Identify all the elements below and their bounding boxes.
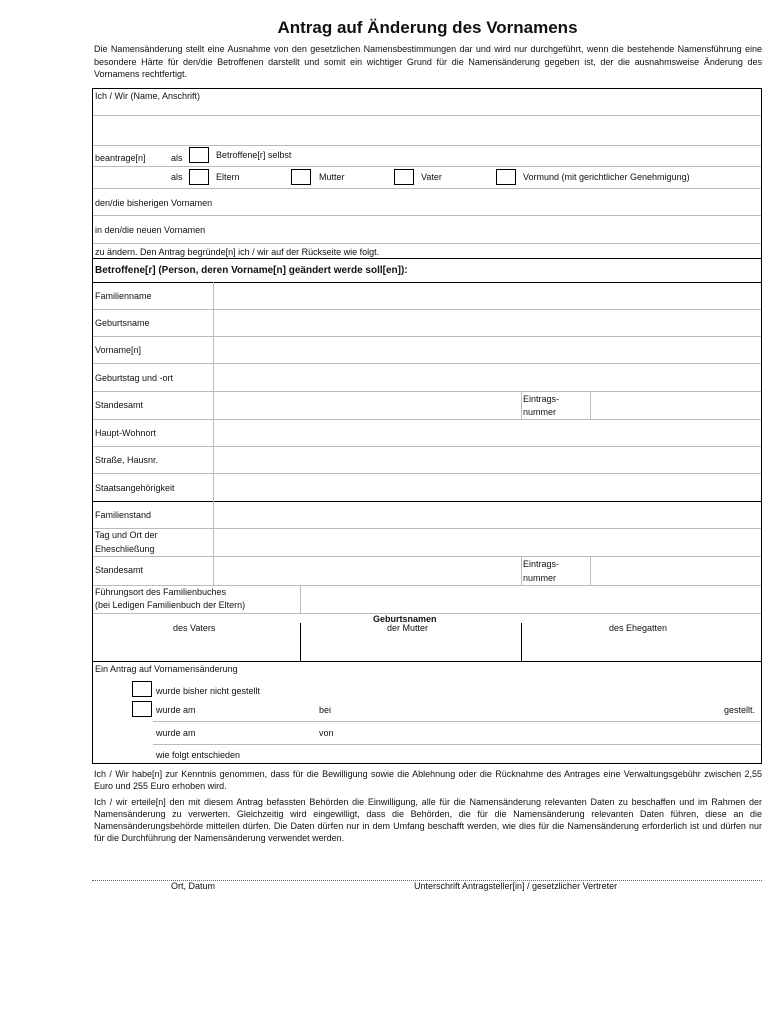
option-mother: Mutter [319,172,345,182]
data-consent: Ich / wir erteile[n] den mit diesem Antrag befassten Behörden die Einwilligung, alle für die Namensänderung relevanten Daten zu beschaffen und im Rahmen der Namensänderung zu verwerten. Gleichzeitig wird eingewilligt, dass die Behörden, die für die Namensänderung relevanten Daten führen, diese an die Namensänderungsbehörde mitteilen dürfen. Die Daten dürfen nur in dem Umfang beschafft werden, wie dies für die Namensänderung erforderlich ist und dürfen nur für die Durchführung der Namensänderung verwendet werden. [94,797,762,843]
form-title: Antrag auf Änderung des Vornamens [277,18,578,37]
mother-birth-name-label: der Mutter [387,623,429,633]
entry-number-label-1b: nummer [523,407,557,417]
family-book-label-2: (bei Ledigen Familienbuch der Eltern) [95,600,246,610]
field-strasse: Straße, Hausnr. [95,455,159,465]
field-geburtstag: Geburtstag und -ort [95,373,174,383]
previous-application-heading: Ein Antrag auf Vornamensänderung [95,664,238,674]
fee-notice: Ich / Wir habe[n] zur Kenntnis genommen, dass für die Bewilligung sowie die Ablehnung oder die Rücknahme des Antrages eine Verwaltungsgebühr zwischen 2,55 Euro und 255 Euro erhoben wird. [94,769,762,791]
entry-number-label-1a: Eintrags- [523,394,560,404]
new-names-label: in den/die neuen Vornamen [95,225,206,235]
field-standesamt: Standesamt [95,400,144,410]
filed-at-label: bei [319,705,332,715]
als-label: als [171,153,183,163]
previous-names-label: den/die bisherigen Vornamen [95,198,213,208]
filed-checkbox[interactable] [132,701,152,717]
field-vornamen: Vorname[n] [95,345,142,355]
field-familienname: Familienname [95,291,152,301]
not-filed-label: wurde bisher nicht gestellt [156,686,261,696]
affected-heading: Betroffene[r] (Person, deren Vorname[n] geändert werde soll[en]): [95,265,408,276]
decided-on-label: wurde am [156,728,196,738]
option-guardian: Vormund (mit gerichtlicher Genehmigung) [523,172,690,182]
field-hauptwohnort: Haupt-Wohnort [95,428,156,438]
registry-label: Standesamt [95,565,144,575]
marriage-label-2: Eheschließung [95,544,155,554]
reason-label: zu ändern. Den Antrag begründe[n] ich / wir auf der Rückseite wie folgt. [95,247,380,257]
entry-number-label-2a: Eintrags- [523,559,560,569]
filed-on-label: wurde am [156,705,196,715]
request-label: beantrage[n] [95,153,146,163]
applicant-name-input[interactable] [93,101,761,145]
marriage-label-1: Tag und Ort der [95,530,158,540]
affected-self-checkbox[interactable] [189,147,209,163]
place-date-label: Ort, Datum [171,881,216,891]
guardian-checkbox[interactable] [496,169,516,185]
entry-number-label-2b: nummer [523,573,557,583]
option-affected-self: Betroffene[r] selbst [216,150,292,160]
applicant-name-label: Ich / Wir (Name, Anschrift) [95,91,201,101]
not-filed-checkbox[interactable] [132,681,152,697]
parents-checkbox[interactable] [189,169,209,185]
signature-label: Unterschrift Antragsteller[in] / gesetzlicher Vertreter [414,881,618,891]
field-geburtsname: Geburtsname [95,318,150,328]
birth-names-header: Geburtsnamen [373,614,437,624]
application-form [92,88,762,764]
family-book-label-1: Führungsort des Familienbuches [95,587,227,597]
family-status-label: Familienstand [95,510,152,520]
mother-checkbox[interactable] [291,169,311,185]
option-parents: Eltern [216,172,240,182]
decided-by-label: von [319,728,334,738]
als-label-2: als [171,172,183,182]
intro-text: Die Namensänderung stellt eine Ausnahme von den gesetzlichen Namensbestimmungen dar und wird nur durchgeführt, wenn die bestehende Namensführung eine besondere Härte für den/die Betroffenen darstellt und somit ein wichtiger Grund für die Namensänderung gegeben ist, der die ausnahmsweise Änderung des Vornamens rechtfertigt. [94,44,762,79]
decided-as-label: wie folgt entschieden [156,750,241,760]
father-birth-name-label: des Vaters [173,623,216,633]
filed-suffix: gestellt. [724,705,756,715]
father-checkbox[interactable] [394,169,414,185]
field-staatsangehoerigkeit: Staatsangehörigkeit [95,483,175,493]
option-father: Vater [421,172,442,182]
spouse-birth-name-label: des Ehegatten [609,623,668,633]
